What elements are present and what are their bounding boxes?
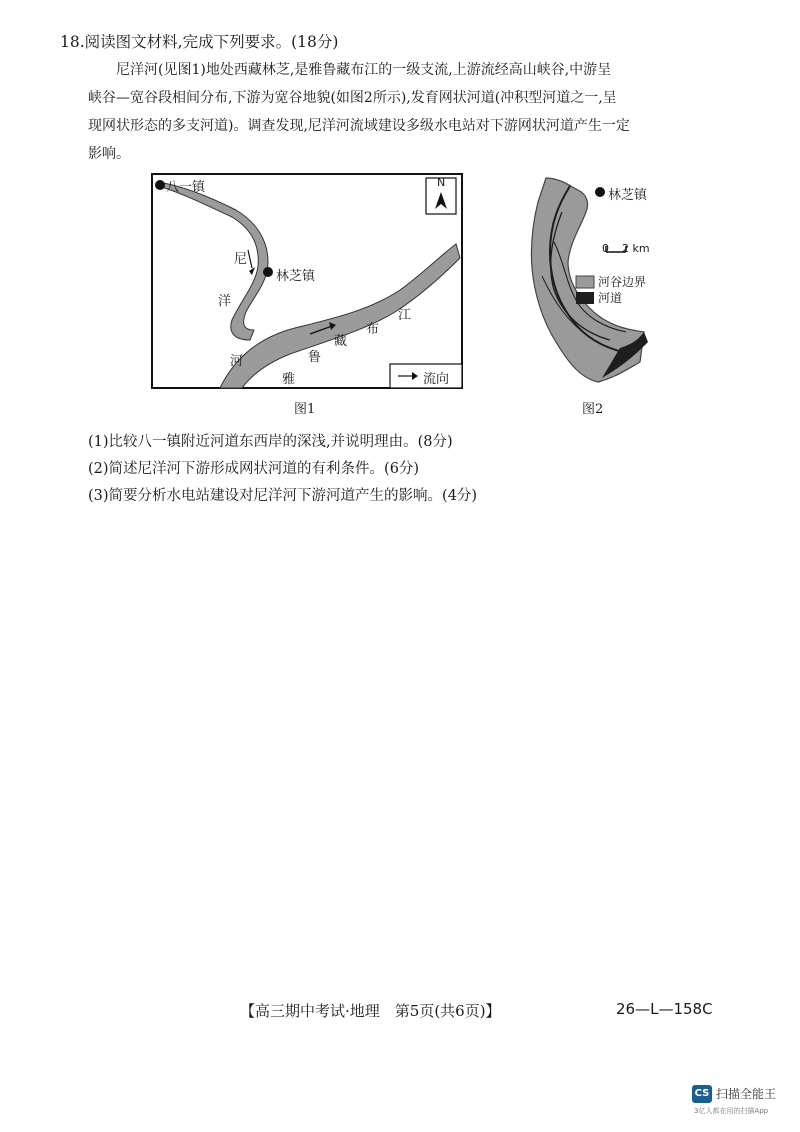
fig2-scale-zero: 0 — [602, 242, 609, 255]
fig1-yarlung-char-1: 雅 — [282, 372, 296, 387]
fig2-legend-valley-label: 河谷边界 — [598, 275, 647, 289]
fig1-nyang-char-1: 尼 — [234, 252, 248, 267]
subquestion-2: (2)简述尼洋河下游形成网状河道的有利条件。(6分) — [88, 461, 420, 477]
fig1-yarlung-char-2: 鲁 — [308, 350, 322, 365]
material-line-2: 峡谷—宽谷段相间分布,下游为宽谷地貌(如图2所示),发育网状河道(冲积型河道之一,呈 — [88, 90, 617, 106]
fig1-yarlung-char-5: 江 — [398, 308, 412, 323]
legend-channel-swatch — [576, 292, 594, 304]
fig2-linzhi-label: 林芝镇 — [608, 188, 648, 203]
subquestion-1: (1)比较八一镇附近河道东西岸的深浅,并说明理由。(8分) — [88, 434, 453, 450]
linzhi-town-marker — [263, 267, 273, 277]
camscanner-logo: CS — [692, 1085, 712, 1103]
fig1-flow-legend-label: 流向 — [423, 372, 450, 387]
fig2-scale-km: 2 km — [622, 242, 650, 255]
bayi-town-marker — [155, 180, 165, 190]
fig1-nyang-char-2: 洋 — [218, 294, 232, 309]
fig1-bayi-label: 八一镇 — [166, 180, 206, 195]
material-line-1: 尼洋河(见图1)地处西藏林芝,是雅鲁藏布江的一级支流,上游流经高山峡谷,中游呈 — [116, 62, 612, 78]
legend-valley-swatch — [576, 276, 594, 288]
fig1-linzhi-label: 林芝镇 — [276, 269, 316, 284]
material-line-3: 现网状形态的多支河道)。调查发现,尼洋河流域建设多级水电站对下游网状河道产生一定 — [88, 118, 630, 134]
subquestion-3: (3)简要分析水电站建设对尼洋河下游河道产生的影响。(4分) — [88, 488, 478, 504]
page-footer: 【高三期中考试·地理 第5页(共6页)】 — [240, 1002, 501, 1020]
question-title: 18.阅读图文材料,完成下列要求。(18分) — [60, 33, 339, 51]
exam-code: 26—L—158C — [616, 1000, 713, 1018]
fig1-yarlung-char-4: 布 — [366, 322, 380, 337]
camscanner-name: 扫描全能王 — [716, 1087, 777, 1101]
fig2-legend-channel-label: 河道 — [598, 291, 623, 305]
fig1-yarlung-char-3: 藏 — [334, 334, 348, 349]
figure-1-caption: 图1 — [294, 402, 316, 417]
fig2-linzhi-marker — [595, 187, 605, 197]
fig1-north-label: N — [437, 176, 446, 189]
camscanner-tagline: 3亿人都在用的扫描App — [694, 1107, 769, 1115]
fig1-nyang-char-3: 河 — [230, 354, 244, 369]
material-line-4: 影响。 — [88, 146, 130, 162]
figure-2-caption: 图2 — [582, 402, 604, 417]
